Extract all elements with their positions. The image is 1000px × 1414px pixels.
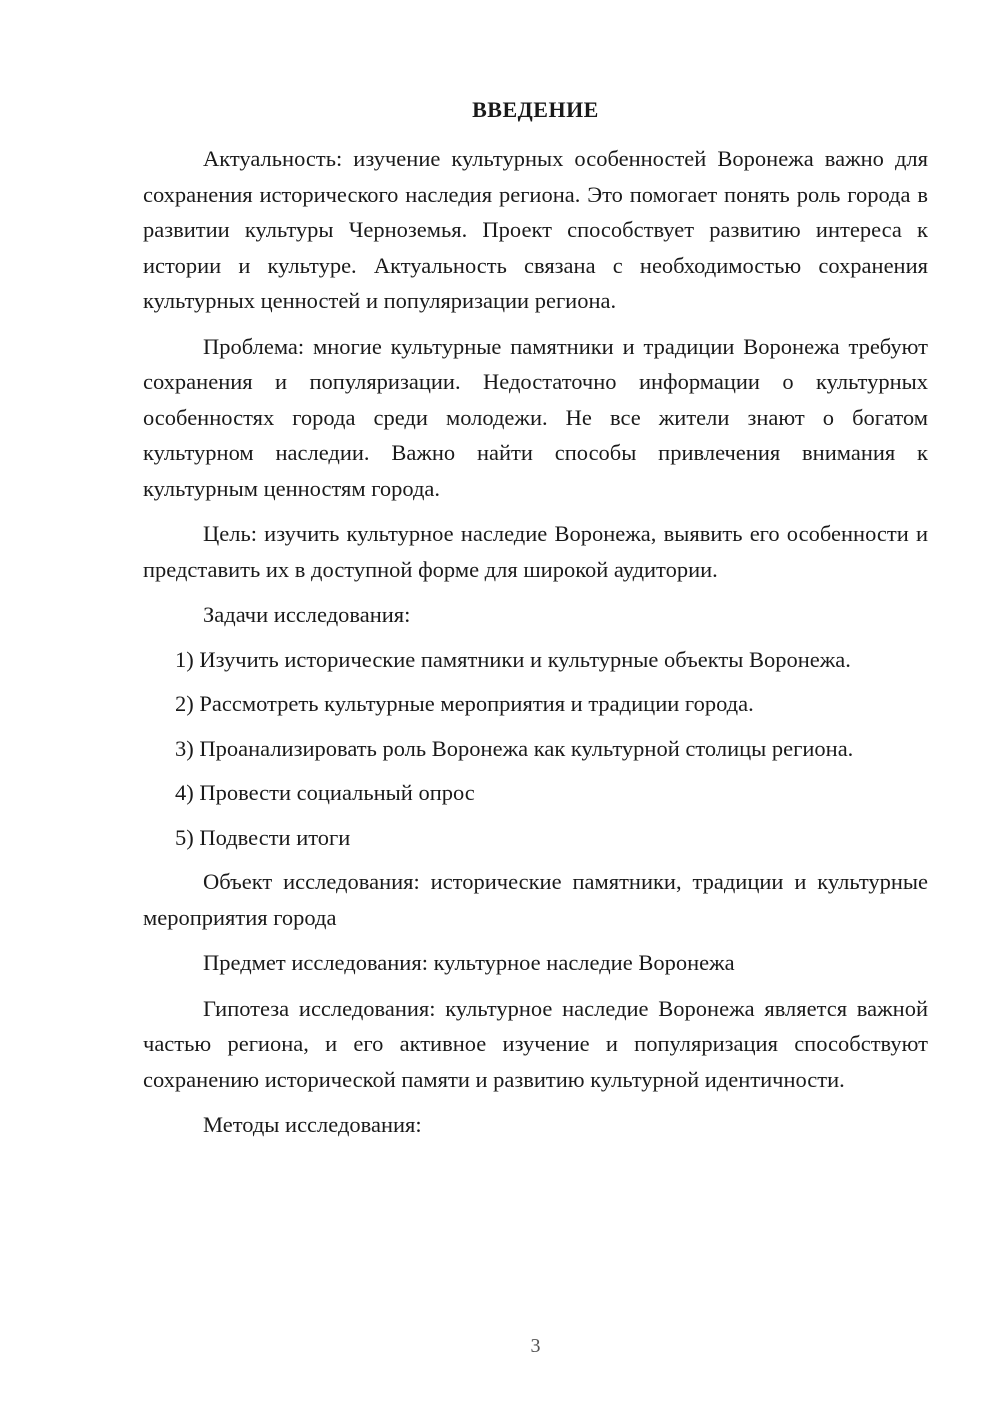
task-item-2: 2) Рассмотреть культурные мероприятия и традиции города.	[175, 691, 754, 716]
task-item-3: 3) Проанализировать роль Воронежа как культурной столицы региона.	[175, 735, 854, 761]
page-number: 3	[530, 1335, 541, 1357]
goal-paragraph: Цель: изучить культурное наследие Воронежа, выявить его особенности и представить их в доступной форме для широкой аудитории.	[143, 521, 928, 582]
document-page	[143, 0, 928, 1414]
page-title: ВВЕДЕНИЕ	[472, 97, 599, 122]
task-item-1: 1) Изучить исторические памятники и культурные объекты Воронежа.	[175, 646, 851, 672]
tasks-heading: Задачи исследования:	[203, 602, 411, 627]
task-item-5: 5) Подвести итоги	[175, 824, 351, 850]
relevance-paragraph: Актуальность: изучение культурных особенностей Воронежа важно для сохранения исторического наследия региона. Это помогает понять роль города в развитии культуры Черноземья. Проект способствует развитию интереса к истории и культуре. Актуальность связана с необходимостью сохранения культурных ценностей и популяризации региона.	[143, 146, 928, 313]
methods-heading: Методы исследования:	[203, 1112, 422, 1137]
object-paragraph: Объект исследования: исторические памятники, традиции и культурные мероприятия города	[143, 869, 928, 930]
body-text	[143, 141, 928, 1153]
subject-paragraph: Предмет исследования: культурное наследие Воронежа	[203, 950, 735, 975]
problem-paragraph: Проблема: многие культурные памятники и традиции Воронежа требуют сохранения и популяризации. Недостаточно информации о культурных особенностях города среди молодежи. Не все жители знают о богатом культурном наследии. Важно найти способы привлечения внимания к культурным ценностям города.	[143, 333, 928, 501]
hypothesis-paragraph: Гипотеза исследования: культурное наследие Воронежа является важной частью региона, и его активное изучение и популяризация способствуют сохранению исторической памяти и развитию культурной идентичности.	[143, 995, 928, 1092]
task-item-4: 4) Провести социальный опрос	[175, 780, 475, 805]
